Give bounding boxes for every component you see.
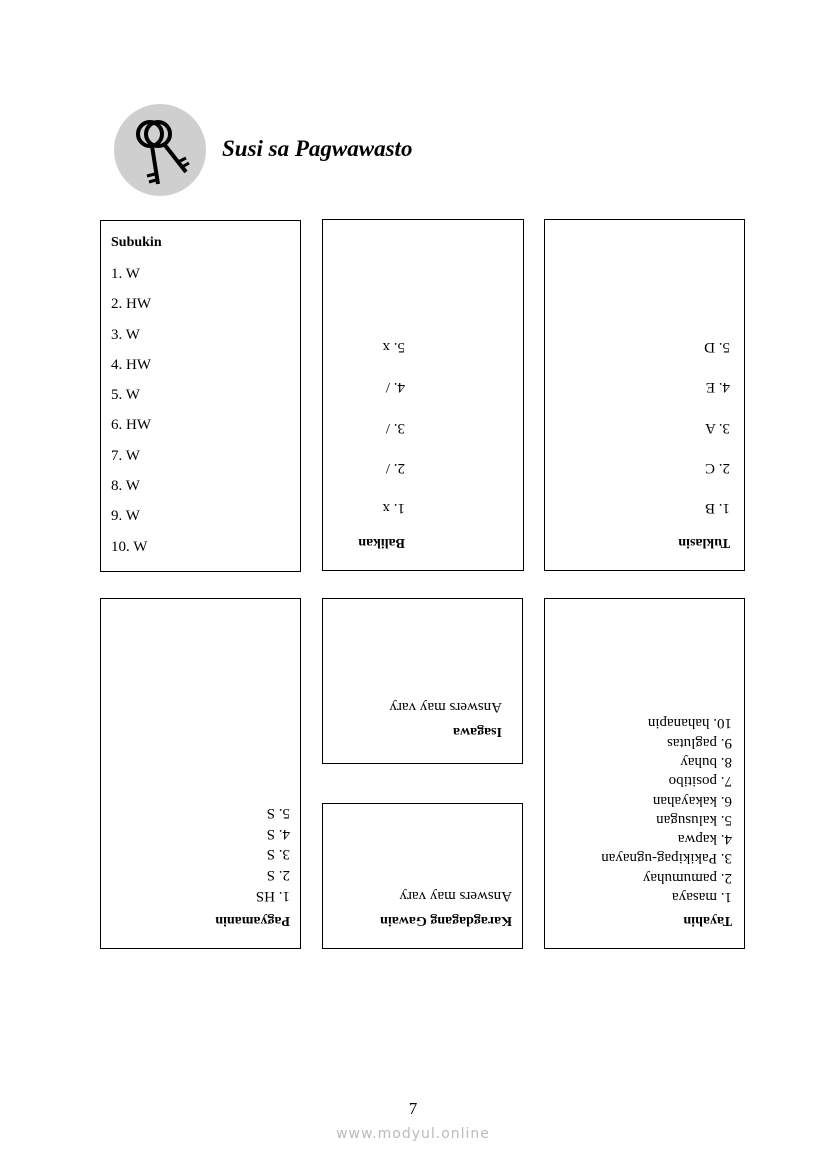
tuklasin-content	[545, 220, 744, 570]
tayahin-item-6: 6. kakayahan	[652, 792, 732, 809]
keys-logo	[114, 104, 206, 196]
subukin-item-2: 2. HW	[111, 296, 151, 313]
karagdagang-gawain-content	[323, 804, 522, 948]
page-title: Susi sa Pagwawasto	[222, 136, 413, 161]
pagyamanin-item-2: 2. S	[266, 867, 290, 884]
tuklasin-item-5: 5. D	[704, 339, 730, 356]
subukin-heading: Subukin	[111, 235, 162, 250]
tayahin-box	[544, 598, 745, 949]
balikan-content	[323, 220, 523, 570]
tayahin-item-7: 7. positibo	[668, 773, 732, 790]
tuklasin-box	[544, 219, 745, 571]
balikan-box	[322, 219, 524, 571]
karagdagang-gawain-box	[322, 803, 523, 949]
pagyamanin-item-1: 1. HS	[255, 888, 290, 904]
tayahin-item-5: 5. kalusugan	[656, 811, 732, 828]
balikan-heading: Balikan	[358, 535, 405, 550]
tuklasin-item-1: 1. B	[704, 500, 730, 516]
subukin-content	[101, 221, 300, 571]
tayahin-item-2: 2. pamumuhay	[642, 869, 732, 886]
isagawa-heading: Isagawa	[452, 724, 502, 739]
balikan-item-4: 4. /	[385, 379, 405, 396]
tuklasin-item-3: 3. A	[704, 419, 730, 436]
tuklasin-item-4: 4. E	[705, 379, 730, 396]
karagdagang-gawain-heading: Karagdagang Gawain	[380, 913, 512, 928]
isagawa-text: Answers may vary	[389, 699, 502, 715]
subukin-item-5: 5. W	[111, 387, 140, 404]
keys-icon	[114, 104, 206, 196]
tayahin-item-3: 3. Pakikipag-ugnayan	[601, 850, 732, 867]
tuklasin-item-2: 2. C	[704, 459, 730, 476]
balikan-item-5: 5. x	[382, 339, 405, 356]
isagawa-box	[322, 598, 523, 764]
karagdagang-gawain-text: Answers may vary	[399, 888, 512, 904]
subukin-box	[100, 220, 301, 572]
tayahin-item-1: 1. masaya	[672, 889, 732, 905]
subukin-item-6: 6. HW	[111, 417, 151, 434]
pagyamanin-content	[101, 599, 300, 948]
tayahin-item-8: 8. buhay	[680, 753, 732, 770]
balikan-item-3: 3. /	[385, 419, 405, 436]
pagyamanin-box	[100, 598, 301, 949]
pagyamanin-item-3: 3. S	[266, 846, 290, 863]
tayahin-item-4: 4. kapwa	[677, 831, 732, 848]
page-number: 7	[408, 1099, 418, 1118]
isagawa-content	[323, 599, 522, 763]
subukin-item-10: 10. W	[111, 538, 148, 555]
pagyamanin-item-5: 5. S	[266, 804, 290, 821]
pagyamanin-heading: Pagyamanin	[215, 913, 290, 928]
tayahin-heading: Tayahin	[683, 913, 732, 928]
tayahin-item-10: 10. hahanapin	[647, 715, 732, 732]
tuklasin-heading: Tuklasin	[678, 535, 730, 550]
balikan-item-1: 1. x	[382, 500, 405, 516]
subukin-item-4: 4. HW	[111, 356, 151, 373]
subukin-item-3: 3. W	[111, 326, 140, 343]
subukin-item-8: 8. W	[111, 478, 140, 495]
tayahin-item-9: 9. paglutas	[667, 734, 732, 751]
subukin-item-1: 1. W	[111, 266, 140, 282]
watermark: www.modyul.online	[336, 1126, 490, 1142]
tayahin-content	[545, 599, 744, 948]
subukin-item-9: 9. W	[111, 508, 140, 525]
balikan-item-2: 2. /	[385, 459, 405, 476]
subukin-item-7: 7. W	[111, 447, 140, 464]
pagyamanin-item-4: 4. S	[266, 825, 290, 842]
